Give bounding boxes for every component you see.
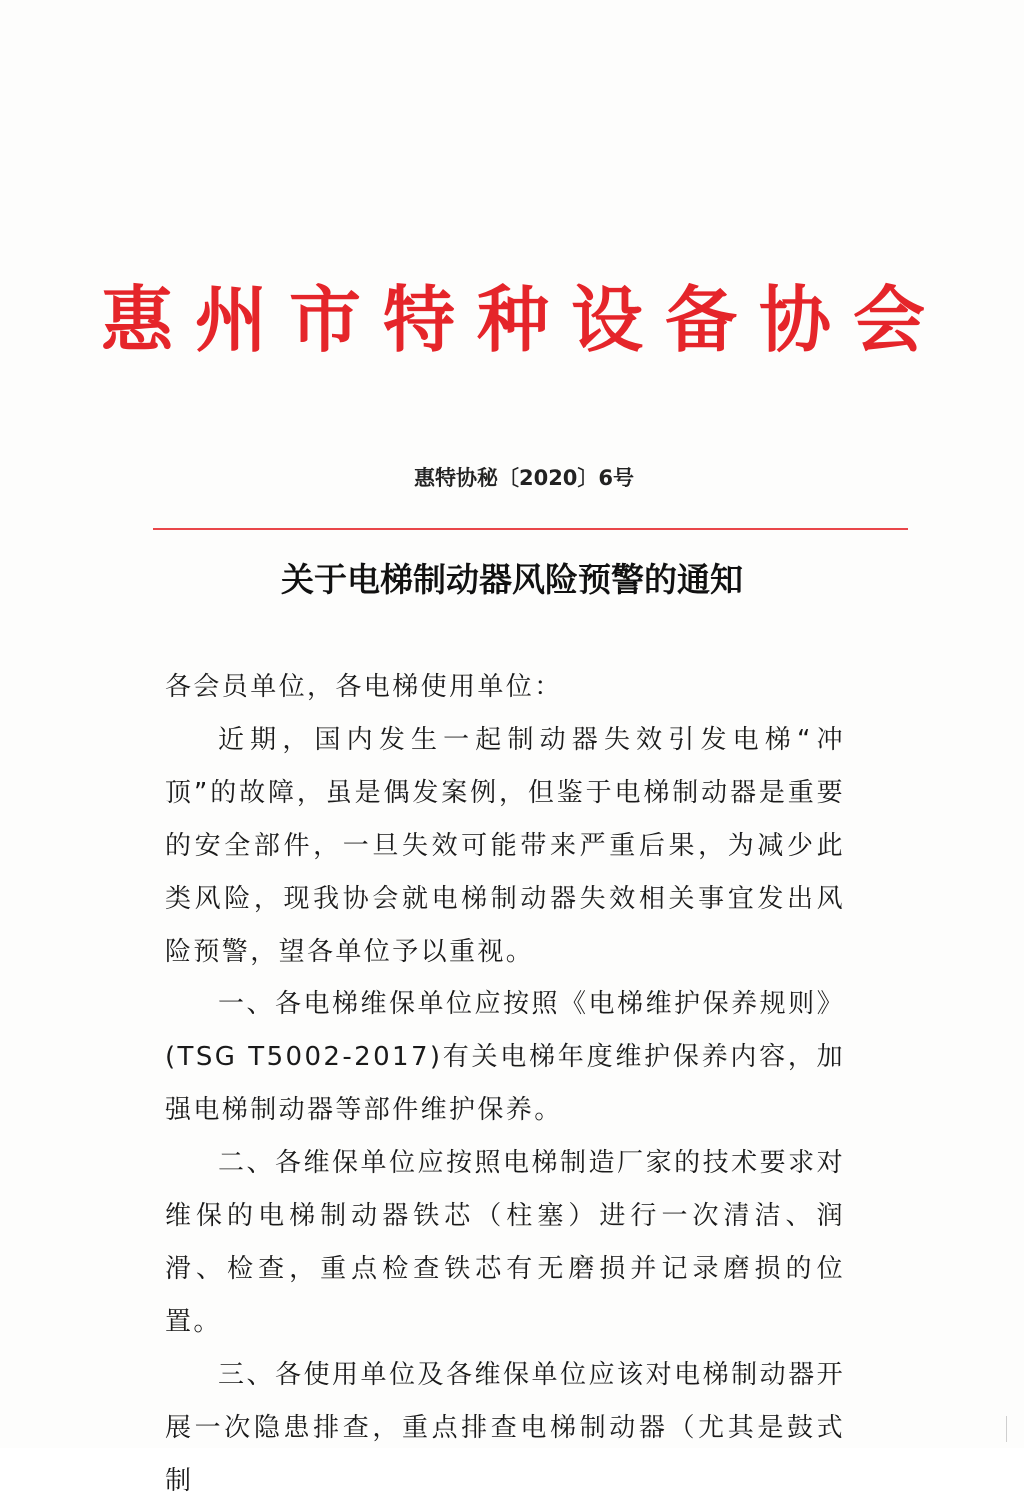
salutation: 各会员单位，各电梯使用单位： xyxy=(165,672,563,702)
paragraph-item-1: 一、各电梯维保单位应按照《电梯维护保养规则》(TSG T5002-2017)有关电梯年度维护保养内容，加强电梯制动器等部件维护保养。 xyxy=(165,989,845,1126)
scan-edge-mark xyxy=(1006,1416,1007,1442)
paragraph-item-3: 三、各使用单位及各维保单位应该对电梯制动器开展一次隐患排查，重点排查电梯制动器（尤其是鼓式制 xyxy=(165,1359,845,1496)
paragraph-intro: 近期，国内发生一起制动器失效引发电梯“冲顶”的故障，虽是偶发案例，但鉴于电梯制动器是重要的安全部件，一旦失效可能带来严重后果，为减少此类风险，现我协会就电梯制动器失效相关事宜发出风险预警，望各单位予以重视。 xyxy=(165,724,845,967)
paragraph-item-2: 二、各维保单位应按照电梯制造厂家的技术要求对维保的电梯制动器铁芯（柱塞）进行一次清洁、润滑、检查，重点检查铁芯有无磨损并记录磨损的位置。 xyxy=(165,1148,845,1337)
organization-header: 惠州市特种设备协会 xyxy=(100,278,947,362)
document-number: 惠特协秘〔2020〕6号 xyxy=(413,466,635,490)
document-title: 关于电梯制动器风险预警的通知 xyxy=(281,560,743,599)
red-divider-line xyxy=(153,528,908,530)
document-body xyxy=(165,661,845,1508)
